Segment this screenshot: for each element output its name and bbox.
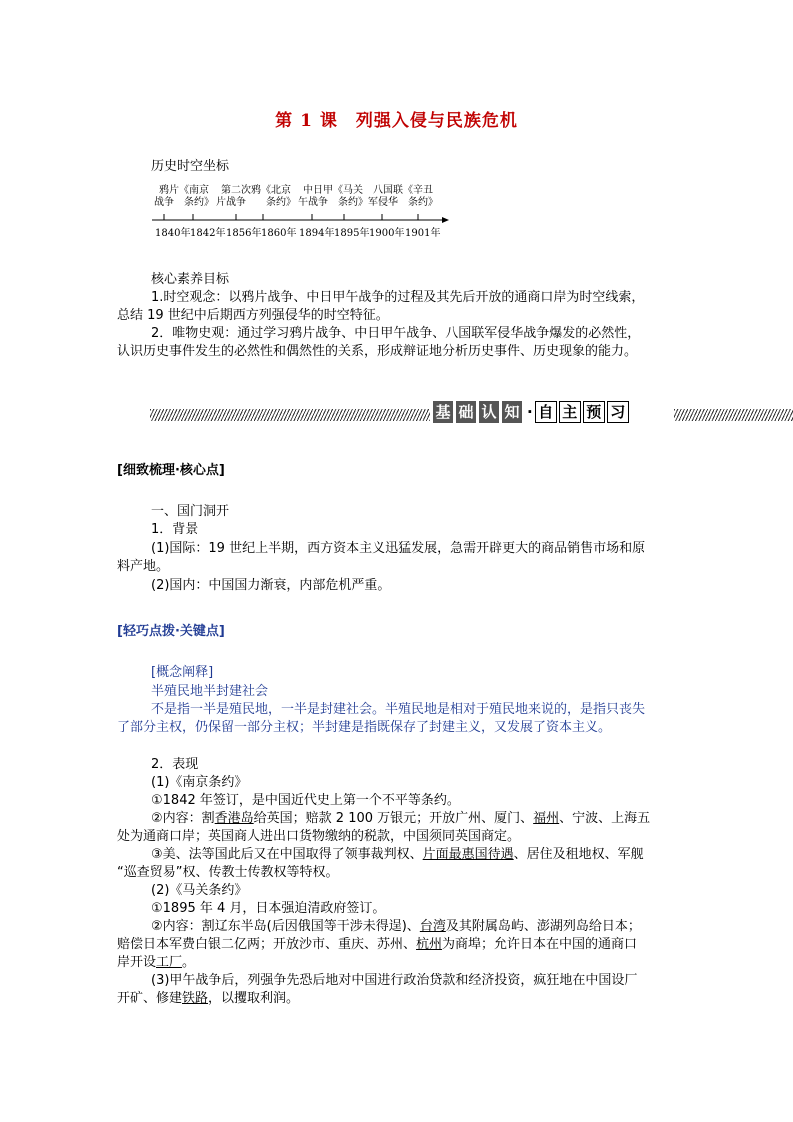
banner-char: 认 [479, 401, 499, 423]
banner-hatch-right [674, 409, 793, 421]
banner-char: 习 [607, 401, 629, 423]
subheading: 1．背景 [151, 522, 199, 537]
banner-hatch-left [150, 409, 430, 421]
subheading: 2．表现 [151, 757, 199, 772]
timeline-year: 1900年 [369, 228, 405, 239]
timeline-year: 1895年 [334, 228, 370, 239]
concept-tag: [概念阐释] [151, 665, 214, 680]
banner-char: 知 [502, 401, 522, 423]
page-title: 第 1 课 列强入侵与民族危机 [275, 111, 518, 131]
section-banner [433, 401, 631, 423]
timeline-heading: 历史时空坐标 [151, 159, 230, 174]
timeline-year: 1901年 [405, 228, 441, 239]
subheading: (1)《南京条约》 [151, 775, 248, 790]
goal-line: 2．唯物史观：通过学习鸦片战争、中日甲午战争、八国联军侵华战争爆发的必然性， [151, 326, 641, 341]
timeline-year: 1856年 [226, 228, 262, 239]
paragraph-line: ①1895 年 4 月，日本强迫清政府签订。 [151, 901, 386, 916]
goal-line: 认识历史事件发生的必然性和偶然性的关系，形成辩证地分析历史事件、历史现象的能力。 [117, 344, 638, 359]
banner-char: 基 [433, 401, 453, 423]
paragraph-line: (3)甲午战争后，列强争先恐后地对中国进行政治贷款和经济投资，疯狂地在中国设厂 [151, 973, 638, 988]
banner-char: 主 [559, 401, 581, 423]
timeline-event: 第二次鸦《北京 片战争 条约》 [216, 185, 296, 208]
timeline-event: 八国联《辛丑 军侵华 条约》 [368, 185, 438, 208]
timeline-year: 1894年 [299, 228, 335, 239]
banner-char: 础 [456, 401, 476, 423]
paragraph-line: ②内容：割香港岛给英国；赔款 2 100 万银元；开放广州、厦门、福州、宁波、上海五 [151, 811, 651, 826]
paragraph-line: 开矿、修建铁路，以攫取利润。 [117, 991, 300, 1006]
concept-line: 不是指一半是殖民地，一半是封建社会。半殖民地是相对于殖民地来说的，是指只丧失 [151, 702, 646, 717]
paragraph-line: ③美、法等国此后又在中国取得了领事裁判权、片面最惠国待遇、居住及租地权、军舰 [151, 847, 644, 862]
paragraph-line: 赔偿日本军费白银二亿两；开放沙市、重庆、苏州、杭州为商埠；允许日本在中国的通商口 [117, 937, 638, 952]
subheading: (2)《马关条约》 [151, 883, 248, 898]
banner-char: 自 [535, 401, 557, 423]
timeline-year: 1860年 [261, 228, 297, 239]
concept-term: 半殖民地半封建社会 [151, 684, 269, 699]
section-heading: [轻巧点拨·关键点] [117, 624, 225, 639]
goals-heading: 核心素养目标 [151, 272, 230, 287]
timeline-event: 中日甲《马关 午战争 条约》 [298, 185, 368, 208]
paragraph-line: ①1842 年签订，是中国近代史上第一个不平等条约。 [151, 793, 460, 808]
timeline-year: 1842年 [190, 228, 226, 239]
paragraph-line: 岸开设工厂。 [117, 955, 196, 970]
section-heading: [细致梳理·核心点] [117, 463, 225, 478]
goal-line: 1.时空观念：以鸦片战争、中日甲午战争的过程及其先后开放的通商口岸为时空线索， [151, 290, 645, 305]
paragraph-line: ②内容：割辽东半岛(后因俄国等干涉未得逞)、台湾及其附属岛屿、澎湖列岛给日本； [151, 919, 641, 934]
paragraph-line: 处为通商口岸；英国商人进出口货物缴纳的税款，中国须同英国商定。 [117, 829, 521, 844]
paragraph-line: (2)国内：中国国力渐衰，内部危机严重。 [151, 578, 391, 593]
goal-line: 总结 19 世纪中后期西方列强侵华的时空特征。 [117, 308, 389, 323]
subheading: 一、国门洞开 [151, 504, 230, 519]
timeline-year: 1840年 [155, 228, 191, 239]
concept-line: 了部分主权，仍保留一部分主权；半封建是指既保存了封建主义，又发展了资本主义。 [117, 720, 612, 735]
paragraph-line: 料产地。 [117, 559, 170, 574]
banner-dot: · [527, 403, 533, 421]
paragraph-line: “巡查贸易”权、传教士传教权等特权。 [117, 865, 339, 880]
paragraph-line: (1)国际：19 世纪上半期，西方资本主义迅猛发展，急需开辟更大的商品销售市场和原 [151, 541, 646, 556]
timeline-event: 鸦片《南京 战争 条约》 [154, 185, 214, 208]
banner-char: 预 [583, 401, 605, 423]
